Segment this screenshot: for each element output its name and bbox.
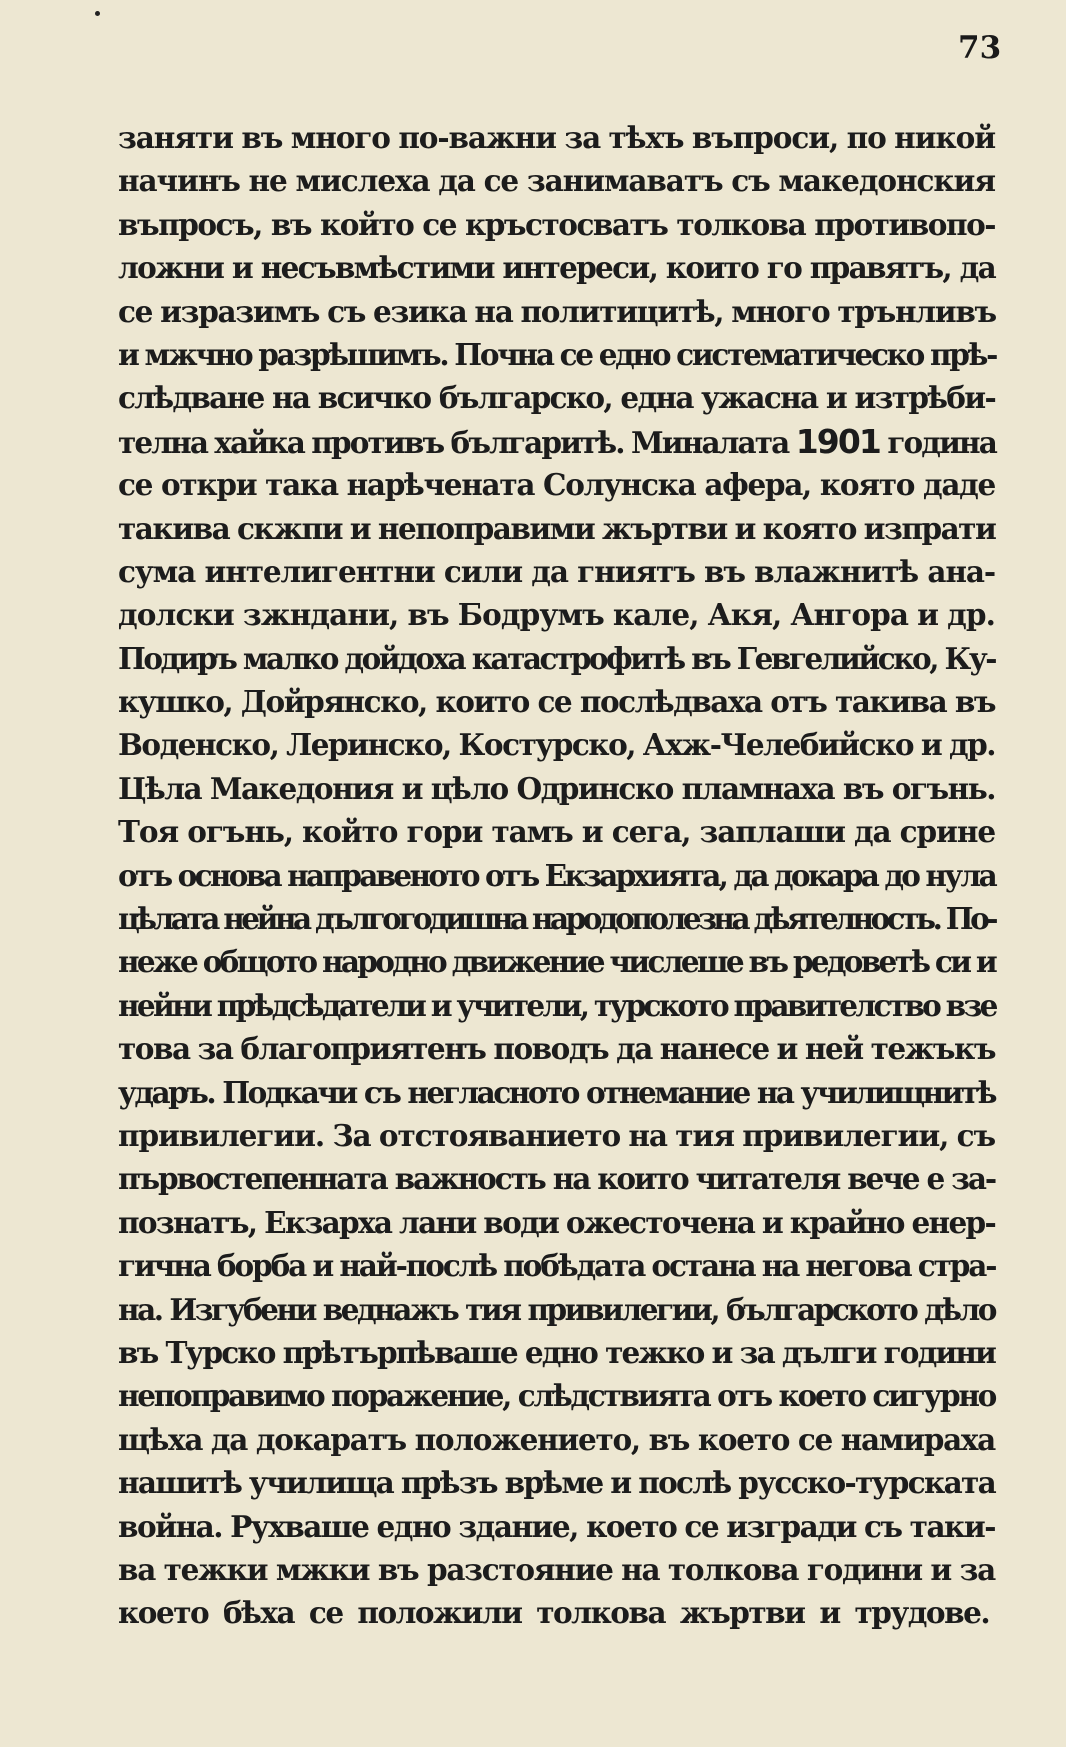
text-line: въ Турско прѣтърпѣваше едно тежко и за дълги години [118,1334,995,1370]
text-line: ложни и несъвмѣстими интереси, които го правятъ, да [118,250,995,286]
text-line: гична борба и най-послѣ побѣдата остана на негова стра- [118,1248,996,1284]
text-line: привилегии. За отстояванието на тия привилегии, съ [118,1117,995,1153]
text-line: се изразимъ съ езика на политицитѣ, много трънливъ [118,293,996,329]
text-line: телна хайка противъ българитѣ. Миналата 1901 година [118,421,996,461]
text-line: нейни прѣдсѣдатели и учители, турското правителство взе [118,987,996,1023]
text-line: война. Рухваше едно здание, което се изгради съ таки- [118,1508,995,1544]
text-line: начинъ не мислеха да се занимаватъ съ македонския [118,163,995,199]
page-number: 73 [958,30,1002,66]
text-line: сума интелигентни сили да гниятъ въ влажнитѣ ана- [118,553,995,589]
text-line: кушко, Дойрянско, които се послѣдваха отъ такива въ [118,684,995,720]
text-line: отъ основа направеното отъ Екзархията, да докара до нула [118,857,995,893]
text-line: познатъ, Екзарха лани води ожесточена и крайно енер- [118,1204,995,1240]
ink-dot-mark [95,11,100,16]
text-line: ва тежки мжки въ разстояние на толкова години и за [118,1551,995,1587]
text-line: Тоя огънь, който гори тамъ и сега, заплаши да срине [118,814,995,850]
text-line: заняти въ много по-важни за тѣхъ въпроси, по никой [118,120,995,155]
text-line: слѣдване на всичко българско, една ужасна и изтрѣби- [118,380,995,416]
text-line: първостепенната важность на които читателя вече е за- [118,1161,995,1197]
body-paragraph [118,116,995,1635]
text-line: се откри така нарѣчената Солунска афера, която даде [118,467,995,503]
text-line: щѣха да докаратъ положението, въ което се намираха [118,1421,995,1457]
text-line: и мжчно разрѣшимъ. Почна се едно систематическо прѣ- [118,336,997,372]
text-line: Воденско, Леринско, Костурско, Ахж-Челебийско и др. [118,727,996,763]
text-line: долски зжндани, въ Бодрумъ кале, Акя, Ангора и др. [118,597,995,633]
text-line: неже общото народно движение числеше въ редоветѣ си и [118,944,996,980]
text-line: което бѣха се положили толкова жъртви и трудове. [118,1595,990,1631]
text-line: непоправимо поражение, слѣдствията отъ което сигурно [118,1378,995,1414]
text-line: въпросъ, въ който се кръстосватъ толкова противопо- [118,206,995,242]
text-line: цѣлата нейна дългогодишна народополезна дѣятелность. По- [118,901,995,937]
scan-margin [1066,0,1080,1747]
text-line: това за благоприятенъ поводъ да нанесе и ней тежъкъ [118,1031,995,1067]
text-line: ударъ. Подкачи съ негласното отнемание на училищнитѣ [118,1074,995,1110]
text-line: Цѣла Македония и цѣло Одринско пламнаха въ огънь. [118,770,995,806]
text-line: на. Изгубени веднажъ тия привилегии, българското дѣло [118,1291,995,1327]
text-line: такива скжпи и непоправими жъртви и която изпрати [118,510,996,546]
text-line: нашитѣ училища прѣзъ врѣме и послѣ русско-турската [118,1465,995,1501]
text-line: Подиръ малко дойдоха катастрофитѣ въ Гевгелийско, Ку- [118,640,995,676]
year-number: 1901 [795,421,880,461]
